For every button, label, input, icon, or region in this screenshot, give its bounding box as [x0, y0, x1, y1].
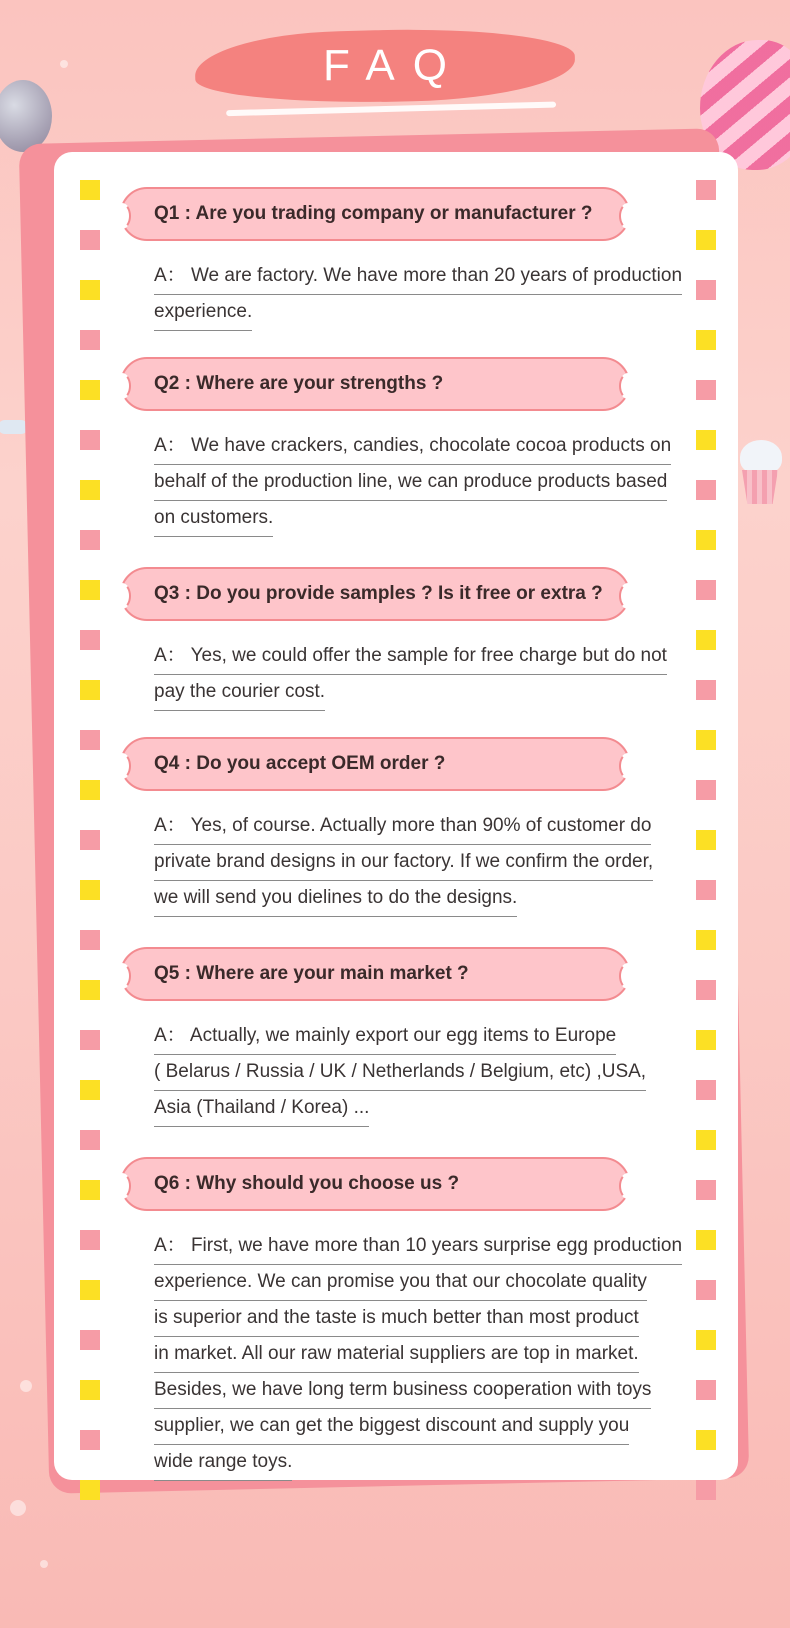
bokeh-light [40, 1560, 48, 1568]
side-square [696, 530, 716, 550]
side-square [80, 230, 100, 250]
answer-line: Besides, we have long term business cooperation with toys [154, 1373, 651, 1409]
side-square [696, 1130, 716, 1150]
side-square [696, 1330, 716, 1350]
pearl-ball-decoration [0, 80, 52, 152]
cloud-decoration [0, 420, 28, 434]
answer-line: we will send you dielines to do the designs. [154, 881, 517, 917]
question-pill: Q4 : Do you accept OEM order ? [120, 737, 630, 791]
answer-line: A： First, we have more than 10 years surprise egg production [154, 1229, 682, 1265]
side-square [696, 480, 716, 500]
side-square [80, 1480, 100, 1500]
side-square [80, 930, 100, 950]
side-square [696, 980, 716, 1000]
answer-block [154, 259, 682, 331]
answer-line: ( Belarus / Russia / UK / Netherlands / Belgium, etc) ,USA, [154, 1055, 646, 1091]
side-square [696, 380, 716, 400]
question-pill: Q3 : Do you provide samples ? Is it free or extra ? [120, 567, 630, 621]
answer-line: private brand designs in our factory. If we confirm the order, [154, 845, 653, 881]
side-square [696, 230, 716, 250]
side-square [696, 930, 716, 950]
side-square [696, 680, 716, 700]
side-square [696, 330, 716, 350]
side-square [696, 1280, 716, 1300]
side-square [80, 1180, 100, 1200]
side-square [80, 830, 100, 850]
side-square [80, 330, 100, 350]
answer-block [154, 429, 671, 537]
side-square [80, 730, 100, 750]
side-square [696, 180, 716, 200]
question-pill: Q2 : Where are your strengths ? [120, 357, 630, 411]
question-pill: Q1 : Are you trading company or manufacturer ? [120, 187, 630, 241]
answer-line: in market. All our raw material suppliers are top in market. [154, 1337, 639, 1373]
side-square [80, 880, 100, 900]
side-square [80, 1330, 100, 1350]
side-square [696, 780, 716, 800]
side-square [696, 1180, 716, 1200]
side-square [80, 1230, 100, 1250]
side-square [80, 680, 100, 700]
side-square [80, 1130, 100, 1150]
side-square [80, 580, 100, 600]
answer-line: supplier, we can get the biggest discount and supply you [154, 1409, 629, 1445]
side-square [80, 380, 100, 400]
side-square [696, 1080, 716, 1100]
side-square [696, 730, 716, 750]
side-square [696, 280, 716, 300]
side-square [80, 1430, 100, 1450]
side-square [80, 1280, 100, 1300]
cupcake-base-decoration [742, 470, 778, 504]
side-square [80, 980, 100, 1000]
side-square [696, 580, 716, 600]
bokeh-light [10, 1500, 26, 1516]
answer-line: wide range toys. [154, 1445, 292, 1481]
side-square [80, 180, 100, 200]
side-square [80, 430, 100, 450]
side-square [80, 780, 100, 800]
side-square [80, 630, 100, 650]
side-square [696, 1380, 716, 1400]
side-square [80, 1080, 100, 1100]
side-square [696, 430, 716, 450]
question-pill: Q5 : Where are your main market ? [120, 947, 630, 1001]
answer-line: on customers. [154, 501, 273, 537]
side-square [80, 1380, 100, 1400]
question-pill: Q6 : Why should you choose us ? [120, 1157, 630, 1211]
answer-block [154, 1019, 646, 1127]
cupcake-icon [740, 440, 782, 474]
answer-block [154, 639, 667, 711]
bokeh-light [60, 60, 68, 68]
side-square [696, 1230, 716, 1250]
side-square [696, 1430, 716, 1450]
side-square [80, 480, 100, 500]
side-square [80, 1030, 100, 1050]
side-square [80, 530, 100, 550]
answer-line: A： We are factory. We have more than 20 years of production [154, 259, 682, 295]
answer-line: experience. We can promise you that our chocolate quality [154, 1265, 647, 1301]
side-square [696, 1030, 716, 1050]
page-title: FAQ [322, 41, 466, 90]
side-square [696, 1480, 716, 1500]
bokeh-light [20, 1380, 32, 1392]
answer-line: A： Yes, of course. Actually more than 90% of customer do [154, 809, 651, 845]
side-square [696, 630, 716, 650]
answer-line: pay the courier cost. [154, 675, 325, 711]
answer-line: Asia (Thailand / Korea) ... [154, 1091, 369, 1127]
answer-line: A： We have crackers, candies, chocolate cocoa products on [154, 429, 671, 465]
side-square [80, 280, 100, 300]
side-square [696, 880, 716, 900]
answer-block [154, 1229, 682, 1481]
side-square [696, 830, 716, 850]
answer-line: is superior and the taste is much better than most product [154, 1301, 639, 1337]
answer-block [154, 809, 653, 917]
answer-line: A： Yes, we could offer the sample for free charge but do not [154, 639, 667, 675]
answer-line: experience. [154, 295, 252, 331]
answer-line: A： Actually, we mainly export our egg items to Europe [154, 1019, 616, 1055]
answer-line: behalf of the production line, we can produce products based [154, 465, 667, 501]
